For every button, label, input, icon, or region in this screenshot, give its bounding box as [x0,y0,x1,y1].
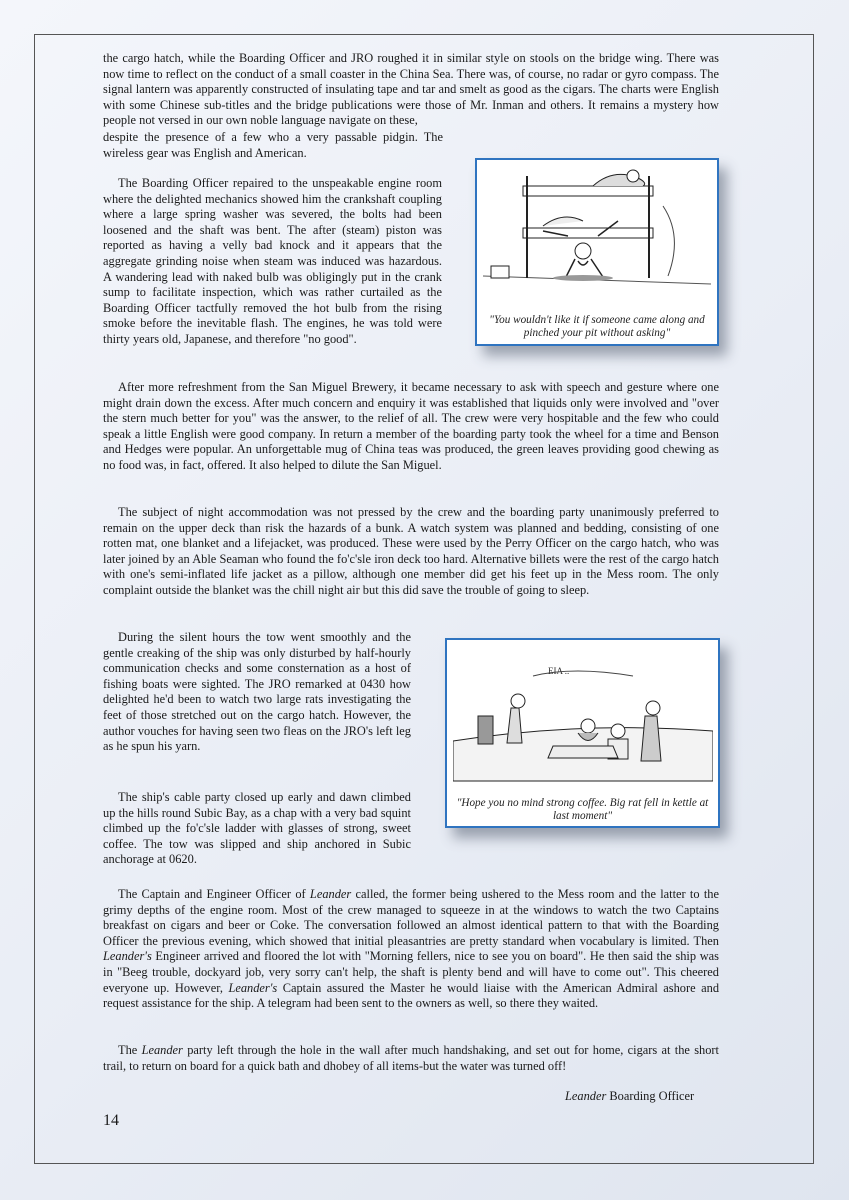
paragraph-1: the cargo hatch, while the Boarding Officer and JRO roughed it in similar style on stools on the bridge wing. There was now time to reflect on the conduct of a small coaster in the China Sea. There was, of course, no radar or gyro compass. The signal lantern was apparently constructed of insulating tape and tar and smelt as good as the cigars. The charts were English with some Chinese sub-titles and the bridge publications were those of Mr. Inman and others. It remains a mystery how people not versed in our own noble language navigate on these, [103,51,719,128]
paragraph-6: The ship's cable party closed up early and dawn climbed up the hills round Subic Bay, as a chap with a very bad squint climbed up the fo'c'sle ladder with glasses of strong, sweet coffee. The tow was slipped and ship anchored in Subic anchorage at 0620. [103,790,411,867]
cartoon-bunk-caption: "You wouldn't like it if someone came along and pinched your pit without asking" [489,314,705,339]
cartoon-coffee-caption: "Hope you no mind strong coffee. Big rat fell in kettle at last moment" [456,797,709,822]
page-number: 14 [103,1112,119,1129]
ship-name: Leander's [228,980,278,995]
paragraph-4: The subject of night accommodation was not pressed by the crew and the boarding party unanimously preferred to remain on the upper deck than risk the hazards of a bunk. A watch system was planned and bedding, consisting of one rotten mat, one blanket and a lifejacket, was produced. These were used by the Perry Officer on the cargo hatch, who was later joined by an Able Seaman who found the fo'c'sle iron deck too hard. Alternative billets were the rest of the cargo hatch with one's semi-inflated life jacket as a pillow, although one member did get his feet up in the Mess room. The only complaint outside the blanket was the chill night air but this did save the trouble of going to sleep. [103,505,719,597]
svg-text:EIA ..: EIA .. [548,666,570,676]
cartoon-bunk-drawing [483,166,711,306]
author-signature: Leander Boarding Officer [565,1089,695,1103]
cartoon-coffee-drawing [453,646,713,791]
paragraph-1-end: despite the presence of a few who a very passable pidgin. The wireless gear was English and American. [103,130,443,160]
cartoon-coffee [445,638,720,828]
cartoon-bunk [475,158,719,346]
ship-name: Leander [309,887,352,901]
paragraph-5: During the silent hours the tow went smoothly and the gentle creaking of the ship was only disturbed by half-hourly communication checks and some consternation as a host of fishing boats were sighted. The JRO remarked at 0430 how delighted he'd been to watch two large rats investigating the feet of those stretched out on the cargo hatch. However, the author vouches for having seen two fleas on the JRO's left leg as he spun his yarn. [103,630,411,754]
ship-name: Leander's [103,949,152,964]
paragraph-8: The Leander party left through the hole in the wall after much handshaking, and set out for home, cigars at the short trail, to return on board for a quick bath and dhobey of all items-but the water was turned off! [103,1043,719,1073]
paragraph-7: The Captain and Engineer Officer of Leander called, the former being ushered to the Mess room and the latter to the grimy depths of the engine room. Most of the crew managed to squeeze in at the windows to watch the two Captains breakfast on cigars and beer or Coke. The conversation followed an almost identical pattern to that with the Boarding Officer the previous evening, which showed that initial pleasantries are pretty standard when vocabulary is limited. Then Leander's Engineer arrived and floored the lot with "Morning fellers, nice to see you on board". He then said the ship was in "Beeg trouble, dockyard job, very sorry can't help, the shaft is plenty bend and will have to come out". This cheered everyone up. However, Leander's Captain assured the Master he would liaise with the American Admiral ashore and request assistance for the ship. A telegram had been sent to the owners as well, so there they waited. [103,887,720,1011]
paragraph-3: After more refreshment from the San Miguel Brewery, it became necessary to ask with speech and gesture where one might drain down the excess. After much concern and enquiry it was established that liquids only were involved and "over the stern much better for you" was the answer, to the relief of all. The crew were very hospitable and the few who could speak a little English were good company. In return a member of the boarding party took the wheel for a time and Benson and Hedges were popular. An unforgettable mug of China teas was produced, the green leaves providing good chewing as no food was, in fact, offered. It also helped to dilute the San Miguel. [103,380,719,472]
paragraph-2: The Boarding Officer repaired to the unspeakable engine room where the delighted mechanics showed him the crankshaft coupling where a large spring washer was severed, the bolts had been loosened and the shaft was bent. The after (steam) piston was reported as having a velly bad knock and it appears that the aggregate grinding noise when steam was induced was hazardous. A wandering lead with naked bulb was obligingly put in the crank sump to facilitate inspection, which was rather curtailed as the Boarding Officer tactfully removed the hot bulb from the rising smoke before the inevitable flash. The engines, he was told were thirty years old, Japanese, and therefore "no good". [103,176,442,346]
ship-name: Leander [141,1043,183,1057]
